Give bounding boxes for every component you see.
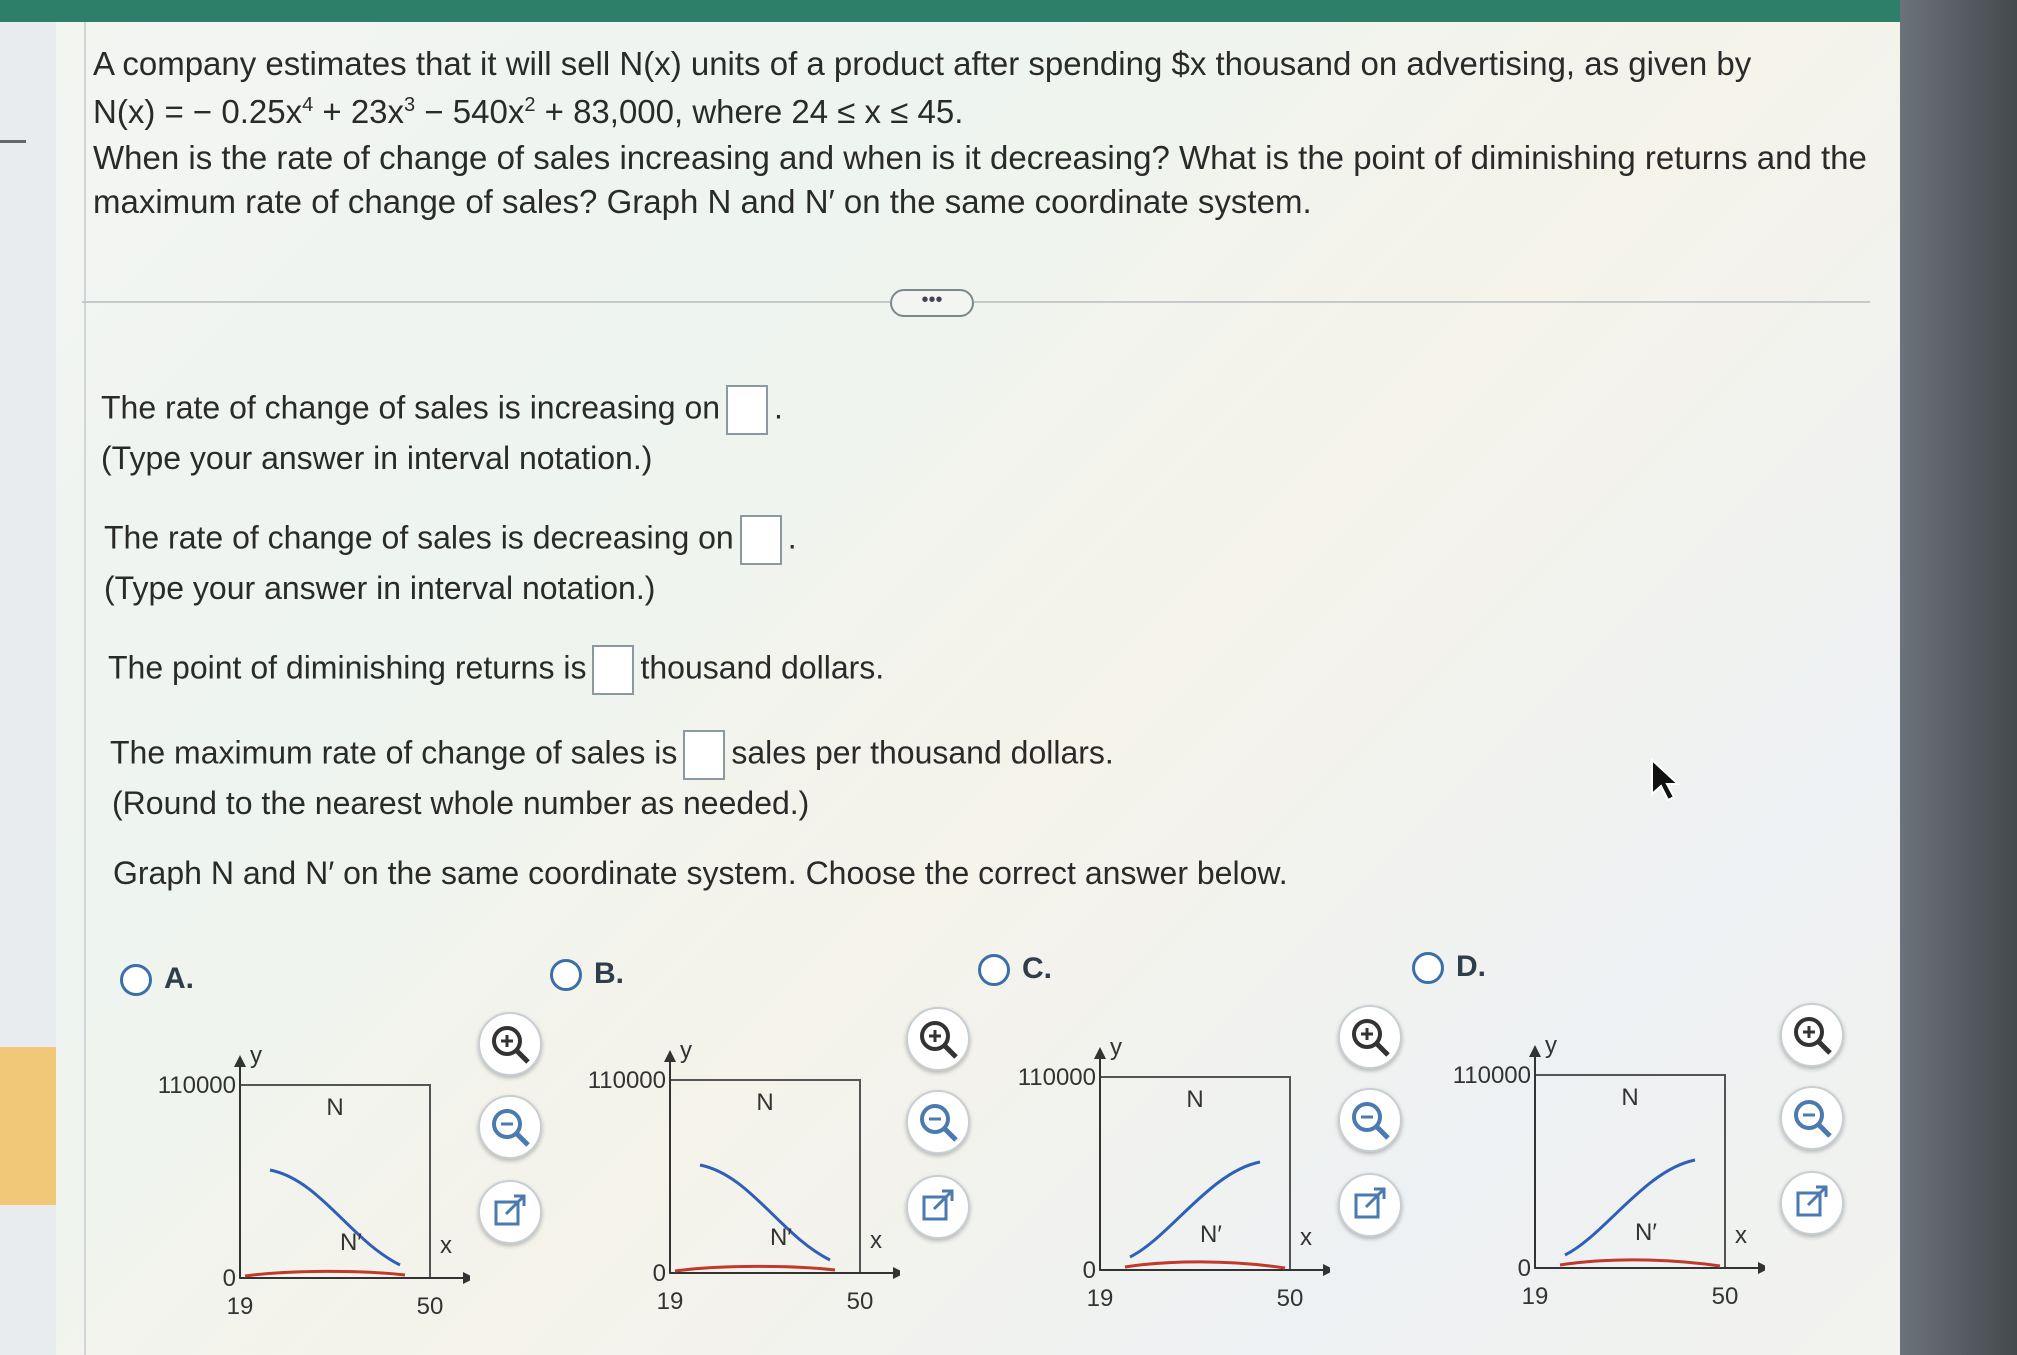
n-prime-curve-label: N′ <box>340 1229 362 1256</box>
n-curve <box>1130 1162 1260 1257</box>
x-axis-label: x <box>440 1232 452 1259</box>
question-line-3: When is the rate of change of sales increasing and when is it decreasing? What is the point of diminishing returns and the maximum rate of change of sales? Graph N and N′ on the same coordinate system. <box>93 139 1867 220</box>
n-prime-curve <box>675 1266 835 1271</box>
choice-a[interactable]: A. <box>120 962 194 996</box>
diminishing-label: The point of diminishing returns is <box>108 649 587 686</box>
mouse-cursor-icon <box>1650 758 1680 802</box>
popout-button-d[interactable] <box>1780 1171 1844 1235</box>
expand-button[interactable]: ••• <box>890 289 974 317</box>
y-axis-label: y <box>680 1037 692 1064</box>
n-curve <box>700 1165 830 1260</box>
n-prime-curve-label: N′ <box>1635 1219 1657 1246</box>
x-max-tick: 50 <box>846 1288 874 1310</box>
choice-b-radio[interactable] <box>550 959 582 991</box>
y-max-tick: 110000 <box>1452 1062 1531 1089</box>
graph-b <box>560 1025 900 1310</box>
zoom-in-button-d[interactable] <box>1780 1003 1844 1067</box>
y-axis-label: y <box>1110 1034 1122 1061</box>
x-axis-arrow-icon <box>1758 1262 1765 1274</box>
divider <box>82 301 1870 303</box>
n-curve-label: N <box>756 1089 774 1116</box>
x-min-tick: 19 <box>1521 1283 1549 1305</box>
x-axis-arrow-icon <box>463 1272 470 1284</box>
x-axis-label: x <box>870 1227 882 1254</box>
x-max-tick: 50 <box>416 1293 444 1315</box>
increasing-row: The rate of change of sales is increasing on . <box>101 385 783 435</box>
top-bar <box>0 0 1900 22</box>
n-prime-curve <box>1125 1262 1285 1268</box>
zoom-out-button-b[interactable] <box>906 1090 970 1154</box>
y-zero-tick: 0 <box>222 1265 236 1292</box>
decreasing-label: The rate of change of sales is decreasing on <box>104 519 734 556</box>
choice-c-radio[interactable] <box>978 954 1010 986</box>
y-axis-label: y <box>250 1042 262 1069</box>
y-zero-tick: 0 <box>1082 1257 1096 1284</box>
graph-d <box>1425 1020 1765 1305</box>
question-text <box>93 40 1873 224</box>
y-axis-arrow-icon <box>1529 1045 1541 1057</box>
x-axis-arrow-icon <box>1323 1264 1330 1276</box>
y-axis-arrow-icon <box>1094 1047 1106 1059</box>
x-min-tick: 19 <box>656 1288 684 1310</box>
maxrate-hint: (Round to the nearest whole number as needed.) <box>112 785 810 821</box>
choice-c[interactable]: C. <box>978 952 1052 986</box>
popout-button-b[interactable] <box>906 1175 970 1239</box>
diminishing-answer-input[interactable] <box>592 645 634 695</box>
y-max-tick: 110000 <box>1017 1064 1096 1091</box>
n-curve-label: N <box>326 1094 344 1121</box>
x-max-tick: 50 <box>1711 1283 1739 1305</box>
increasing-label: The rate of change of sales is increasing on <box>101 389 721 426</box>
graph-prompt: Graph N and N′ on the same coordinate system. Choose the correct answer below. <box>113 855 1288 891</box>
n-curve-label: N <box>1186 1086 1204 1113</box>
y-max-tick: 110000 <box>587 1067 666 1094</box>
choice-d[interactable]: D. <box>1412 950 1486 984</box>
maxrate-answer-input[interactable] <box>683 730 725 780</box>
diminishing-row: The point of diminishing returns is thousand dollars. <box>108 645 884 695</box>
maxrate-label: The maximum rate of change of sales is <box>110 734 678 771</box>
x-max-tick: 50 <box>1276 1285 1304 1307</box>
zoom-in-button-b[interactable] <box>906 1007 970 1071</box>
zoom-in-button-c[interactable] <box>1338 1005 1402 1069</box>
background-edge <box>1900 0 2017 1355</box>
n-curve <box>1565 1160 1695 1255</box>
left-strip <box>0 22 56 1355</box>
x-axis-label: x <box>1300 1224 1312 1251</box>
collapse-handle[interactable] <box>0 140 26 143</box>
graph-a <box>130 1030 470 1315</box>
decreasing-answer-input[interactable] <box>740 515 782 565</box>
n-curve <box>270 1170 400 1265</box>
maxrate-row: The maximum rate of change of sales is sales per thousand dollars. <box>110 730 1114 780</box>
y-axis-arrow-icon <box>664 1050 676 1062</box>
n-curve-label: N <box>1621 1084 1639 1111</box>
n-prime-curve-label: N′ <box>1200 1221 1222 1248</box>
choice-a-radio[interactable] <box>120 964 152 996</box>
panel-border <box>84 22 86 1355</box>
y-zero-tick: 0 <box>1517 1255 1531 1282</box>
y-zero-tick: 0 <box>652 1260 666 1287</box>
y-max-tick: 110000 <box>157 1072 236 1099</box>
choice-d-radio[interactable] <box>1412 952 1444 984</box>
increasing-hint: (Type your answer in interval notation.) <box>101 440 653 476</box>
question-line-1: A company estimates that it will sell N(x) units of a product after spending $x thousand on advertising, as given by <box>93 45 1752 82</box>
x-axis-label: x <box>1735 1222 1747 1249</box>
zoom-out-button-a[interactable] <box>478 1095 542 1159</box>
popout-button-c[interactable] <box>1338 1173 1402 1237</box>
question-formula: N(x) = − $0.25x^4 + 23x^3 - 540x^2 + 83,000$, where 24 ≤ x ≤ 45. <box>93 93 964 130</box>
n-prime-curve <box>1560 1260 1720 1266</box>
decreasing-row: The rate of change of sales is decreasing on . <box>104 515 797 565</box>
y-axis-label: y <box>1545 1032 1557 1059</box>
x-min-tick: 19 <box>1086 1285 1114 1307</box>
x-axis-arrow-icon <box>893 1267 900 1279</box>
graph-c <box>990 1022 1330 1307</box>
zoom-out-button-c[interactable] <box>1338 1088 1402 1152</box>
n-prime-curve <box>245 1271 405 1276</box>
popout-button-a[interactable] <box>478 1180 542 1244</box>
increasing-answer-input[interactable] <box>726 385 768 435</box>
n-prime-curve-label: N′ <box>770 1224 792 1251</box>
choice-b[interactable]: B. <box>550 957 624 991</box>
zoom-in-button-a[interactable] <box>478 1012 542 1076</box>
decreasing-hint: (Type your answer in interval notation.) <box>104 570 656 606</box>
y-axis-arrow-icon <box>234 1055 246 1067</box>
zoom-out-button-d[interactable] <box>1780 1086 1844 1150</box>
x-min-tick: 19 <box>226 1293 254 1315</box>
